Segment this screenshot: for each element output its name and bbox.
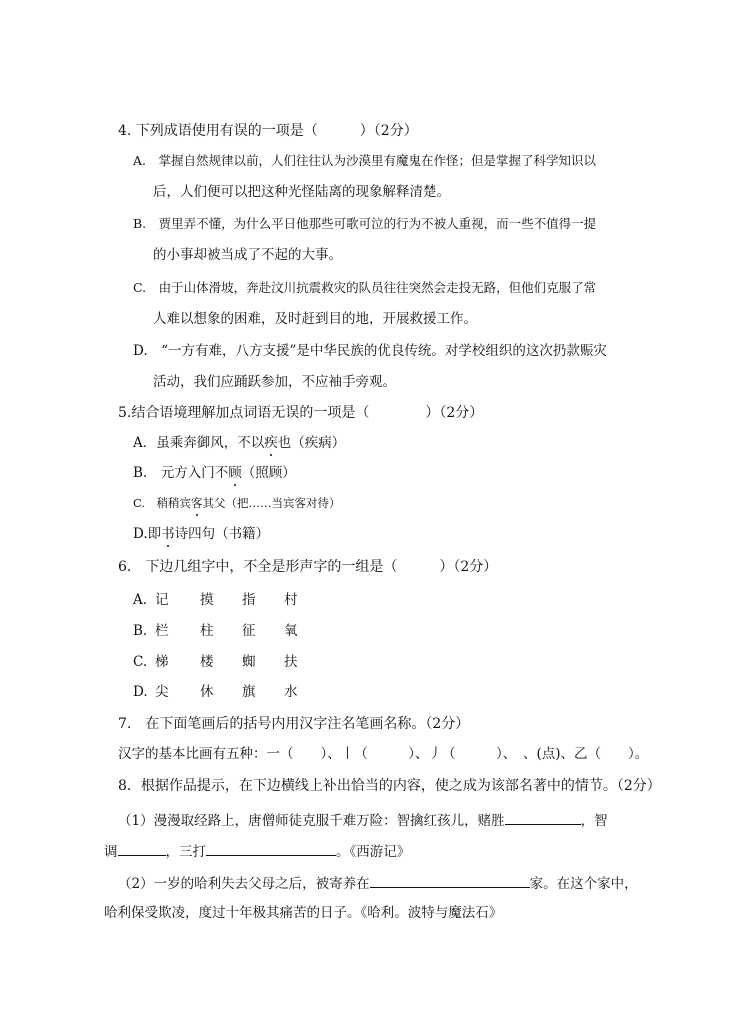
q8-answer-blank[interactable] <box>370 873 530 888</box>
q5-option-d-post: 诗四句（书籍） <box>174 526 270 542</box>
q4-option-c-line1: C. 由于山体滑坡，奔赴汶川抗震救灾的队员往往突然会走投无路，但他们克服了常 <box>133 280 597 295</box>
q6-char: 梯 <box>155 654 169 670</box>
q8-part2-text: （2）一岁的哈利失去父母之后，被寄养在 <box>118 876 370 892</box>
q5-option-d <box>133 525 269 543</box>
q4-option-b-line2: 的小事却被当成了不起的大事。 <box>153 247 342 263</box>
q6-char: 蜘 <box>242 654 256 670</box>
q4-stem: 4. 下列成语使用有误的一项是（ ）（2分） <box>118 123 418 139</box>
q6-char: 村 <box>284 592 298 608</box>
q8-stem: 8．根据作品提示，在下边横线上补出恰当的内容，使之成为该部名著中的情节。（2分） <box>118 778 661 794</box>
q6-char: 休 <box>200 684 214 700</box>
q6-char: 指 <box>242 592 256 608</box>
q6-char: 记 <box>155 592 169 608</box>
q5-option-c-pre: C. 稍稍宾 <box>133 496 192 510</box>
q8-answer-blank[interactable] <box>505 810 581 825</box>
q4-option-d-line2: 活动，我们应踊跃参加，不应袖手旁观。 <box>153 374 396 390</box>
q5-option-b-post: （照顾） <box>241 465 296 481</box>
q6-row-label: A. <box>133 592 148 608</box>
q8-part2-line1 <box>118 873 638 893</box>
q5-option-a-post: 也（疾病） <box>277 435 346 451</box>
q5-option-c <box>133 494 341 512</box>
q6-char: 尖 <box>155 684 169 700</box>
q5-option-a <box>133 434 345 452</box>
q6-char: 征 <box>242 623 256 639</box>
q5-option-b-dotted-word: 顾 <box>228 465 242 481</box>
q8-part1-text: 。《西游记》 <box>336 844 411 860</box>
q5-option-a-pre: A．虽乘奔御风，不以 <box>133 435 265 451</box>
q5-option-b-pre: B. 元方入门不 <box>133 465 229 481</box>
q6-row-d <box>133 683 298 701</box>
q6-row-b <box>133 622 298 640</box>
q6-char: 水 <box>284 684 298 700</box>
q5-option-a-dotted-word: 疾 <box>264 435 278 451</box>
q8-part1-text: ，智 <box>580 813 608 829</box>
q8-part2-text: 家。在这个家中， <box>529 876 638 892</box>
q6-row-label: C. <box>133 654 148 670</box>
q8-part1-text: 调 <box>104 844 118 860</box>
q6-char: 旗 <box>242 684 256 700</box>
q4-option-d-line1: D. “一方有难，八方支援”是中华民族的优良传统。对学校组织的这次扔款赈灾 <box>133 343 607 359</box>
q8-part1-text: （1）漫漫取经路上，唐僧师徒克服千难万险：智擒红孩儿，赌胜 <box>118 813 505 829</box>
q6-row-a <box>133 591 298 609</box>
q8-part2-line2: 哈利保受欺凌，度过十年极其痛苦的日子。《哈利。波特与魔法石》 <box>104 905 503 921</box>
q4-option-c-line2: 人难以想象的困难，及时赶到目的地，开展救援工作。 <box>153 311 477 327</box>
q4-option-a-line2: 后，人们便可以把这种光怪陆离的现象解释清楚。 <box>153 184 450 200</box>
q8-part1-text: ，三打 <box>165 844 206 860</box>
q7-stem: 7. 在下面笔画后的括号内用汉字注名笔画名称。（2分） <box>118 716 470 732</box>
q8-part1-line1 <box>118 810 608 830</box>
q6-row-c <box>133 653 298 671</box>
q5-option-b <box>133 464 296 482</box>
q4-option-a-line1: A. 掌握自然规律以前，人们往往认为沙漠里有魔鬼在作怪；但是掌握了科学知识以 <box>133 153 597 168</box>
q6-row-label: D. <box>133 684 148 700</box>
q6-char: 柱 <box>200 623 214 639</box>
q6-char: 扶 <box>284 654 298 670</box>
q8-answer-blank[interactable] <box>118 841 166 856</box>
q6-char: 氧 <box>284 623 298 639</box>
q7-body: 汉字的基本比画有五种：一（ ）、丨（ ）、丿（ ）、 、(点)、乙（ ）。 <box>118 746 649 762</box>
q4-option-b-line1: B. 贾里弄不懂，为什么平日他那些可歌可泣的行为不被人重视，而一些不值得一提 <box>133 216 597 231</box>
q6-row-label: B. <box>133 623 148 639</box>
q8-part1-line2 <box>104 841 410 861</box>
q6-char: 栏 <box>155 623 169 639</box>
q5-option-d-dotted-word: 书 <box>161 526 175 542</box>
q5-stem: 5.结合语境理解加点词语无误的一项是（ ）（2分） <box>118 405 484 421</box>
q5-option-c-dotted-word: 客 <box>191 496 203 510</box>
q6-char: 摸 <box>200 592 214 608</box>
q5-option-c-post: 其父（把……当宾客对待） <box>202 496 341 510</box>
q5-option-d-pre: D.即 <box>133 526 162 542</box>
q6-char: 楼 <box>200 654 214 670</box>
q6-stem: 6. 下边几组字中，不全是形声字的一组是（ ）（2分） <box>118 559 498 575</box>
q8-answer-blank[interactable] <box>206 841 336 856</box>
